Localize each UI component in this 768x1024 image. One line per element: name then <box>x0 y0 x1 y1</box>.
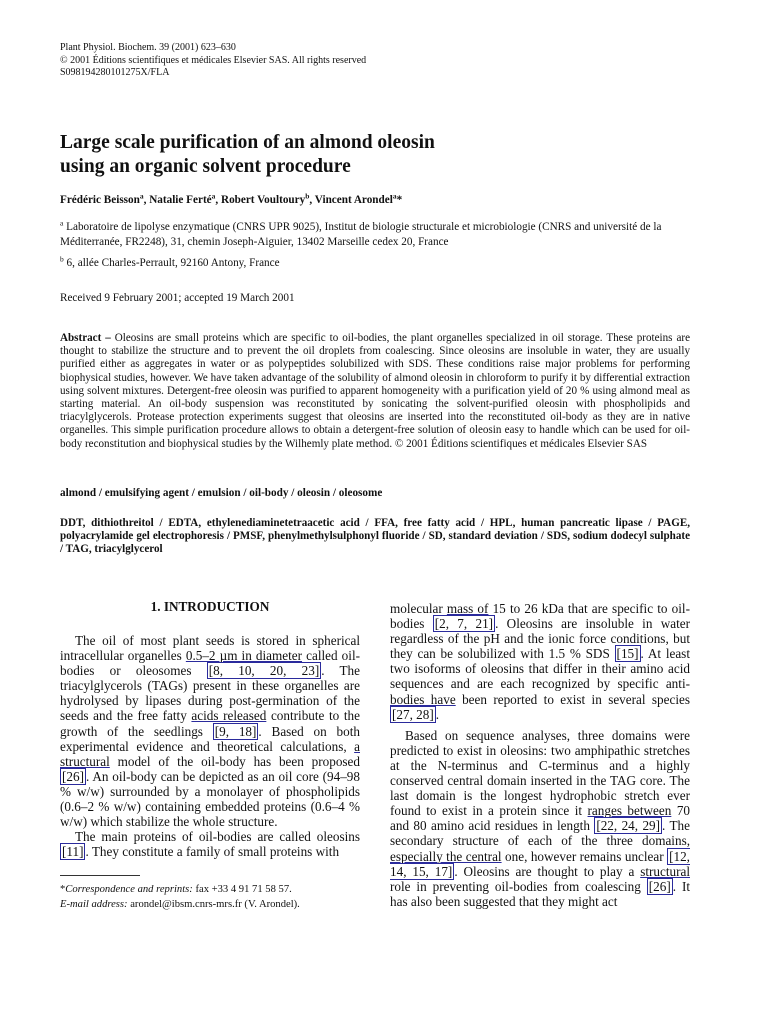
author-name: Natalie Ferté <box>149 194 212 206</box>
author-name: Frédéric Beisson <box>60 194 140 206</box>
copyright-line: © 2001 Éditions scientifiques et médicales Elsevier SAS. All rights reserved <box>60 54 367 66</box>
affil-text-a: Laboratoire de lipolyse enzymatique (CNRS UPR 9025), Institut de biologie structurale et microbiologie (CNRS and université de la Méditerranée, FR2248), 31, chemin Joseph-Aiguier, 13402 Marseille cedex 20, France <box>60 221 662 248</box>
link-text[interactable]: 0.5–2 µm in diameter <box>185 648 303 664</box>
right-column <box>390 601 690 909</box>
affil-mark-a: a <box>60 218 64 228</box>
link-text[interactable]: acids released <box>191 708 267 724</box>
affiliation-b <box>60 256 700 271</box>
footnote-label: Correspondence and reprints: <box>65 884 193 895</box>
article-id: S098194280101275X/FLA <box>60 67 170 78</box>
citation-link[interactable]: [26] <box>62 768 84 784</box>
footnote-mark: * <box>60 884 66 895</box>
affil-mark-b: b <box>60 254 64 264</box>
citation-link[interactable]: [27, 28] <box>392 706 434 722</box>
link-text[interactable]: especially the central <box>390 848 502 864</box>
footnote-correspondence <box>60 882 360 897</box>
text-run: . The secondary structure of each of the three domains, <box>390 818 690 849</box>
link-text[interactable]: bodies have <box>390 691 456 707</box>
text-run: contribute to the growth of the seedlings <box>60 708 360 739</box>
author-name: Robert Voultoury <box>220 194 306 206</box>
citation-link[interactable]: [2, 7, 21] <box>434 616 494 632</box>
author-affil-mark: a <box>211 191 216 201</box>
citation-link[interactable]: [26] <box>648 878 671 894</box>
affiliation-a <box>60 220 700 249</box>
journal-citation: Plant Physiol. Biochem. 39 (2001) 623–630 <box>60 42 236 53</box>
corresponding-mark: * <box>396 194 403 206</box>
text-run: 70 and 80 amino acid residues in length <box>390 803 691 834</box>
paper-title <box>60 131 710 179</box>
abstract-text: Oleosins are small proteins which are specific to oil-bodies, the plant organelles specialized in oil storage. These proteins are thought to stabilize the structure and to prevent the oil droplets from coalescing. Since oleosins are insoluble in water, they are usually purified either as aggregates in water or as polypeptides solubilized with SDS. These conditions raise major problems for performing biophysical studies, however. We have taken advantage of the solubility of almond oleosin in chloroform to purify it by differential extraction using solvent mixtures. Detergent-free oleosin was purified to apparent homogeneity with a purification yield of 20 % using almond meal as starting material. An oil-body suspension was reconstituted by sonicating the solvent-purified oleosin with phospholipids and triacylglycerols. Protease protection experiments suggest that oleosins are inserted into the reconstituted oil-body as they are in native organelles. This simple purification procedure allows to obtain a detergent-free solution of oleosin easy to handle which can be used for oil-body reconstitution and biophysical studies by the Wilhemly plate method. © 2001 Éditions scientifiques et médicales Elsevier SAS <box>60 332 690 450</box>
link-text[interactable]: structural <box>640 863 690 879</box>
link-text[interactable]: mass of <box>446 601 489 616</box>
paragraph <box>390 601 690 722</box>
paragraph <box>60 829 360 859</box>
paragraph <box>390 728 690 909</box>
author-name: Vincent Arondel <box>314 194 393 206</box>
author-affil-mark: b <box>305 191 310 201</box>
affil-text-b: 6, allée Charles-Perrault, 92160 Antony, France <box>66 257 280 269</box>
received-dates: Received 9 February 2001; accepted 19 March 2001 <box>60 292 295 304</box>
citation-link[interactable]: [12, 14, 15, 17] <box>390 848 690 879</box>
left-column <box>60 633 360 859</box>
text-run: . <box>435 706 440 722</box>
text-run: . The triacylglycerols (TAGs) present in these organelles are hydrolysed by lipases during post-germination of the seeds and the free fatty <box>60 663 360 724</box>
citation-link[interactable]: [8, 10, 20, 23] <box>208 663 320 679</box>
keywords: almond / emulsifying agent / emulsion / oil-body / oleosin / oleosome <box>60 487 383 499</box>
text-run: 15 to 26 kDa that are specific to oil-bodies <box>390 601 690 632</box>
text-run: model of the oil-body has been proposed <box>109 753 360 769</box>
footnote-email <box>60 897 360 912</box>
text-run: . Based on both experimental evidence and theoretical calculations, <box>60 723 360 754</box>
text-run: . They constitute a family of small proteins with <box>85 844 340 860</box>
footnote-text: arondel@ibsm.cnrs-mrs.fr (V. Arondel). <box>127 899 300 910</box>
citation-link[interactable]: [11] <box>62 844 84 860</box>
footnote <box>60 882 360 912</box>
title-line-1: Large scale purification of an almond oleosin <box>60 132 435 153</box>
text-run: one, however remains unclear <box>501 848 668 864</box>
footnote-label: E-mail address: <box>60 899 128 910</box>
paragraph <box>60 633 360 829</box>
text-run: Based on sequence analyses, three domains were predicted to exist in oleosins: two amphipathic stretches at the N-terminus and C-terminus and a highly conserved central domain inserted in the TAG core. The last domain is the longest hydrophobic stretch ever found to exist in a protein since it <box>390 727 690 819</box>
citation-link[interactable]: [15] <box>616 646 639 662</box>
footnote-text: fax +33 4 91 71 58 57. <box>192 884 292 895</box>
text-run: been reported to exist in several species <box>455 691 690 707</box>
journal-header <box>60 42 366 80</box>
text-run: The oil of most plant seeds is stored in spherical intracellular organelles <box>60 633 360 664</box>
text-run: . An oil-body can be depicted as an oil core (94–98 % w/w) surrounded by a monolayer of phospholipids (0.6–2 % w/w) containing embedded proteins (0.6–4 % w/w) which stabilize the whole structure. <box>60 768 360 830</box>
author-affil-mark: a <box>392 191 397 201</box>
abstract-label: Abstract – <box>60 332 111 344</box>
text-run: . Oleosins are insoluble in water regardless of the pH and the ionic force conditions, but they can be solubilized with 1.5 % SDS <box>390 616 690 662</box>
citation-link[interactable]: [22, 24, 29] <box>596 818 661 834</box>
text-run: . At least two isoforms of oleosins that differ in their amino acid sequences and are each recognized by specific anti- <box>390 646 690 692</box>
footnote-rule <box>60 875 140 876</box>
section-heading: 1. INTRODUCTION <box>150 599 270 614</box>
text-run: called oil-bodies or oleosomes <box>60 648 360 679</box>
text-run: molecular <box>390 601 447 616</box>
text-run: The main proteins of oil-bodies are called oleosins <box>75 829 360 845</box>
text-run: . Oleosins are thought to play a <box>454 863 641 879</box>
link-text[interactable]: a structural <box>60 738 360 769</box>
abbreviations: DDT, dithiothreitol / EDTA, ethylenediaminetetraacetic acid / FFA, free fatty acid / HPL, human pancreatic lipase / PAGE, polyacrylamide gel electrophoresis / PMSF, phenylmethylsulphonyl fluoride / SD, standard deviation / SDS, sodium dodecyl sulphate / TAG, triacylglycerol <box>60 517 690 556</box>
citation-link[interactable]: [9, 18] <box>214 723 257 739</box>
link-text[interactable]: ranges between <box>587 803 672 819</box>
text-run: . It has also been suggested that they might act <box>390 878 690 909</box>
author-affil-mark: a <box>139 191 144 201</box>
author-list: Frédéric Beisson$^a$, Natalie Ferté$^a$, Robert Voultoury$^b$, Vincent Arondel$^a$* <box>60 191 403 206</box>
text-run: role in preventing oil-bodies from coalescing <box>390 878 647 894</box>
title-line-2: using an organic solvent procedure <box>60 156 351 177</box>
abstract <box>60 332 690 451</box>
